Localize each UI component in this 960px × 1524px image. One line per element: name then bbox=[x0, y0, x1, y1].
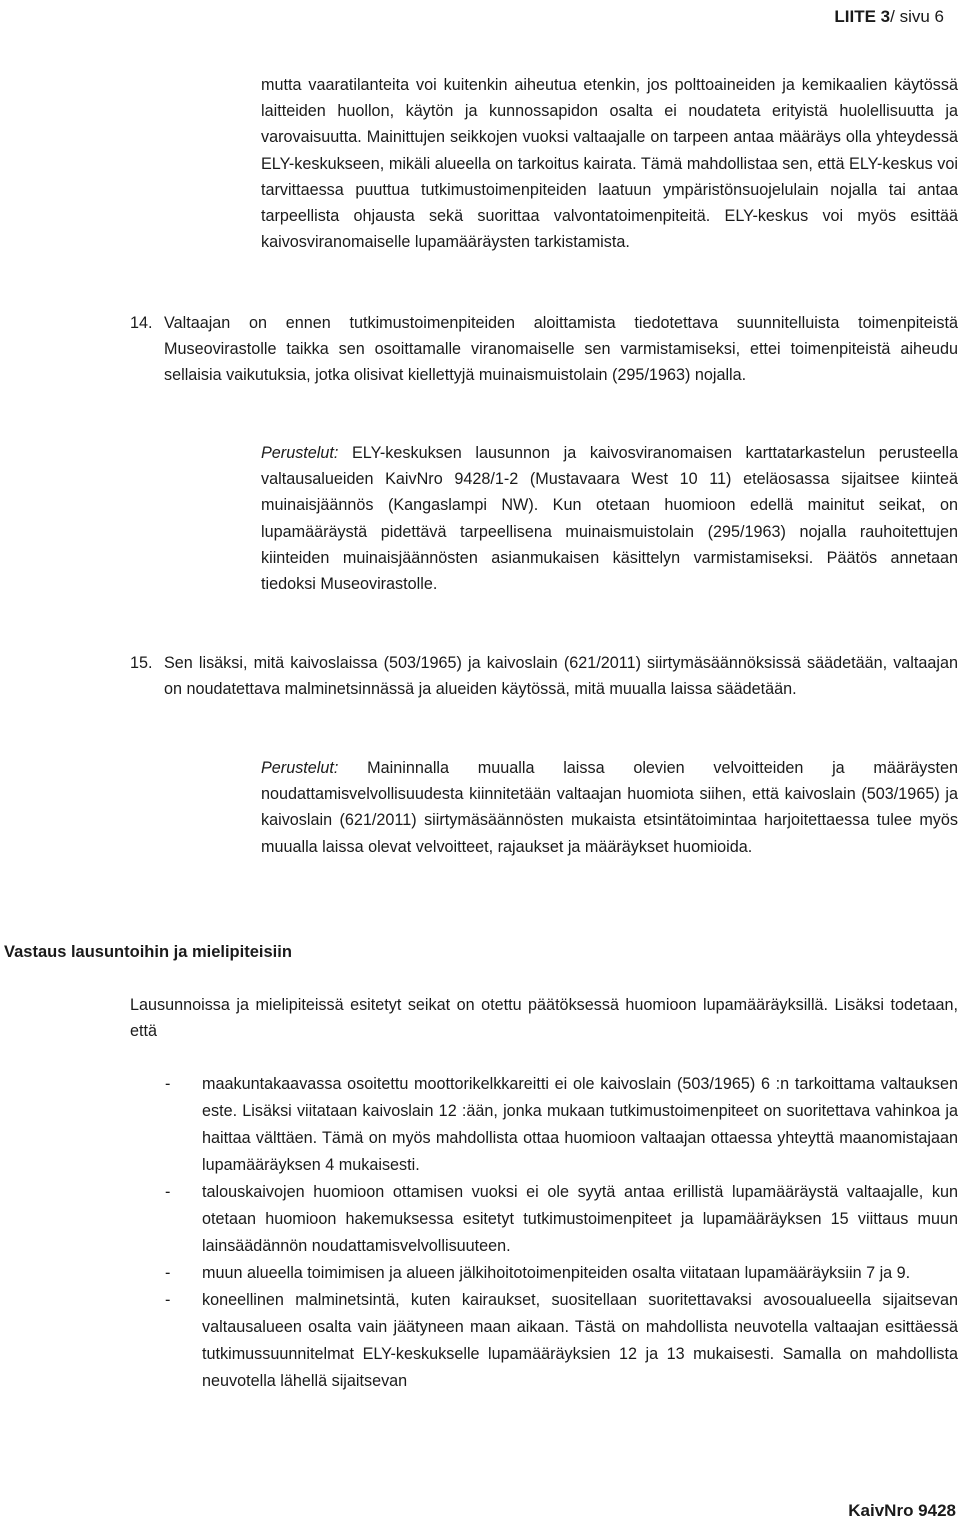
permit-condition-14 bbox=[130, 310, 958, 389]
condition-text: Valtaajan on ennen tutkimustoimenpiteiden aloittamista tiedotettava suunnitelluista toimenpiteistä Museovirastolle taikka sen osoittamalle viranomaiselle sen varmistamiseksi, ettei toimenpiteistä aiheudu sellaisia vaikutuksia, jotka olisivat kiellettyjä muinaismuistolain (295/1963) nojalla. bbox=[164, 314, 958, 385]
section-intro bbox=[130, 992, 958, 1044]
permit-condition-15 bbox=[130, 650, 958, 702]
list-item bbox=[165, 1260, 958, 1287]
list-item-text: talouskaivojen huomioon ottamisen vuoksi ei ole syytä antaa erillistä lupamääräystä valtaajalle, kun otetaan huomioon hakemuksessa esitetyt tutkimustoimenpiteet ja lupamääräyksen 15 viittaus muun lainsäädännön noudattamisvelvollisuuteen. bbox=[202, 1183, 958, 1255]
bullet-dash: - bbox=[165, 1075, 171, 1093]
bullet-dash: - bbox=[165, 1291, 171, 1309]
justification-label: Perustelut: bbox=[261, 444, 339, 462]
list-item bbox=[165, 1287, 958, 1395]
justification-15 bbox=[261, 755, 958, 860]
appendix-label: LIITE 3 bbox=[834, 7, 891, 26]
justification-14 bbox=[261, 440, 958, 597]
list-item-text: maakuntakaavassa osoitettu moottorikelkkareitti ei ole kaivoslain (503/1965) 6 :n tarkoittama valtauksen este. Lisäksi viitataan kaivoslain 12 :ään, jonka mukaan tutkimustoimenpiteet on suoritettava vahinkoa ja haittaa välttäen. Tämä on myös mahdollista ottaa huomioon valtaajan ottaessa yhteyttä maanomistajaan lupamääräyksen 4 mukaisesti. bbox=[202, 1075, 958, 1174]
section-heading: Vastaus lausuntoihin ja mielipiteisiin bbox=[4, 943, 292, 961]
bullet-dash: - bbox=[165, 1264, 171, 1282]
page-header bbox=[834, 6, 944, 28]
paragraph-ely-notification bbox=[261, 72, 958, 255]
justification-text: ELY-keskuksen lausunnon ja kaivosviranomaisen karttatarkastelun perusteella valtausalueiden KaivNro 9428/1-2 (Mustavaara West 10 11) eteläosassa sijaitsee kiinteä muinaisjäännös (Kangaslampi NW). Kun otetaan huomioon edellä mainitut seikat, on lupamääräystä pidettävä tarpeellisena muinaismuistolain (295/1963) nojalla rauhoitettujen kiinteiden muinaisjäännösten asianmukaisen käsittelyn varmistamiseksi. Päätös annetaan tiedoksi Museovirastolle. bbox=[261, 444, 958, 594]
justification-text: Maininnalla muualla laissa olevien velvoitteiden ja määräysten noudattamisvelvollisuudesta kiinnitetään valtaajan huomiota siihen, että kaivoslain (503/1965) ja kaivoslain (621/2011) siirtymäsäännösten mukaista etsintätoimintaa harjoitettaessa tulee myös muualla laissa olevat velvoitteet, rajaukset ja määräykset huomioida. bbox=[261, 759, 959, 856]
paragraph-text: mutta vaaratilanteita voi kuitenkin aiheutua etenkin, jos polttoaineiden ja kemikaalien käytössä laitteiden huollon, käytön ja kunnossapidon osalta ei noudateta erityistä huolellisuutta ja varovaisuutta. Mainittujen seikkojen vuoksi valtaajalle on tarpeen antaa määräys olla yhteydessä ELY-keskukseen, mikäli alueella on tarkoitus kairata. Tämä mahdollistaa sen, että ELY-keskus voi tarvittaessa puuttua tutkimustoimenpiteiden laatuun ympäristönsuojelulain nojalla tai antaa tarpeellista ohjausta sekä suorittaa valvontatoimenpiteitä. ELY-keskus voi myös esittää kaivosviranomaiselle lupamääräysten tarkistamista. bbox=[261, 76, 958, 252]
page-number: / sivu 6 bbox=[890, 7, 944, 26]
response-list bbox=[165, 1071, 958, 1395]
bullet-dash: - bbox=[165, 1183, 171, 1201]
condition-number: 15. bbox=[130, 654, 153, 672]
list-item bbox=[165, 1071, 958, 1179]
list-item-text: koneellinen malminetsintä, kuten kairaukset, suositellaan suoritettavaksi avosoualueella sijaitsevan valtausalueen osalta vain jäätyneen maan aikaan. Tästä on mahdollista neuvotella valtaajan esittäessä tutkimussuunnitelmat ELY-keskukselle lupamääräyksien 12 ja 13 mukaisesti. Samalla on mahdollista neuvotella lähellä sijaitsevan bbox=[202, 1291, 958, 1390]
condition-number: 14. bbox=[130, 314, 153, 332]
justification-label: Perustelut: bbox=[261, 759, 339, 777]
condition-text: Sen lisäksi, mitä kaivoslaissa (503/1965) ja kaivoslain (621/2011) siirtymäsäännöksissä säädetään, valtaajan on noudatettava malminetsinnässä ja alueiden käytössä, mitä muualla laissa säädetään. bbox=[164, 654, 958, 699]
list-item-text: muun alueella toimimisen ja alueen jälkihoitotoimenpiteiden osalta viitataan lupamääräyksiin 7 ja 9. bbox=[202, 1264, 911, 1282]
list-item bbox=[165, 1179, 958, 1260]
page-footer: KaivNro 9428 bbox=[848, 1501, 956, 1520]
intro-text: Lausunnoissa ja mielipiteissä esitetyt seikat on otettu päätöksessä huomioon lupamääräyksillä. Lisäksi todetaan, että bbox=[130, 996, 958, 1041]
